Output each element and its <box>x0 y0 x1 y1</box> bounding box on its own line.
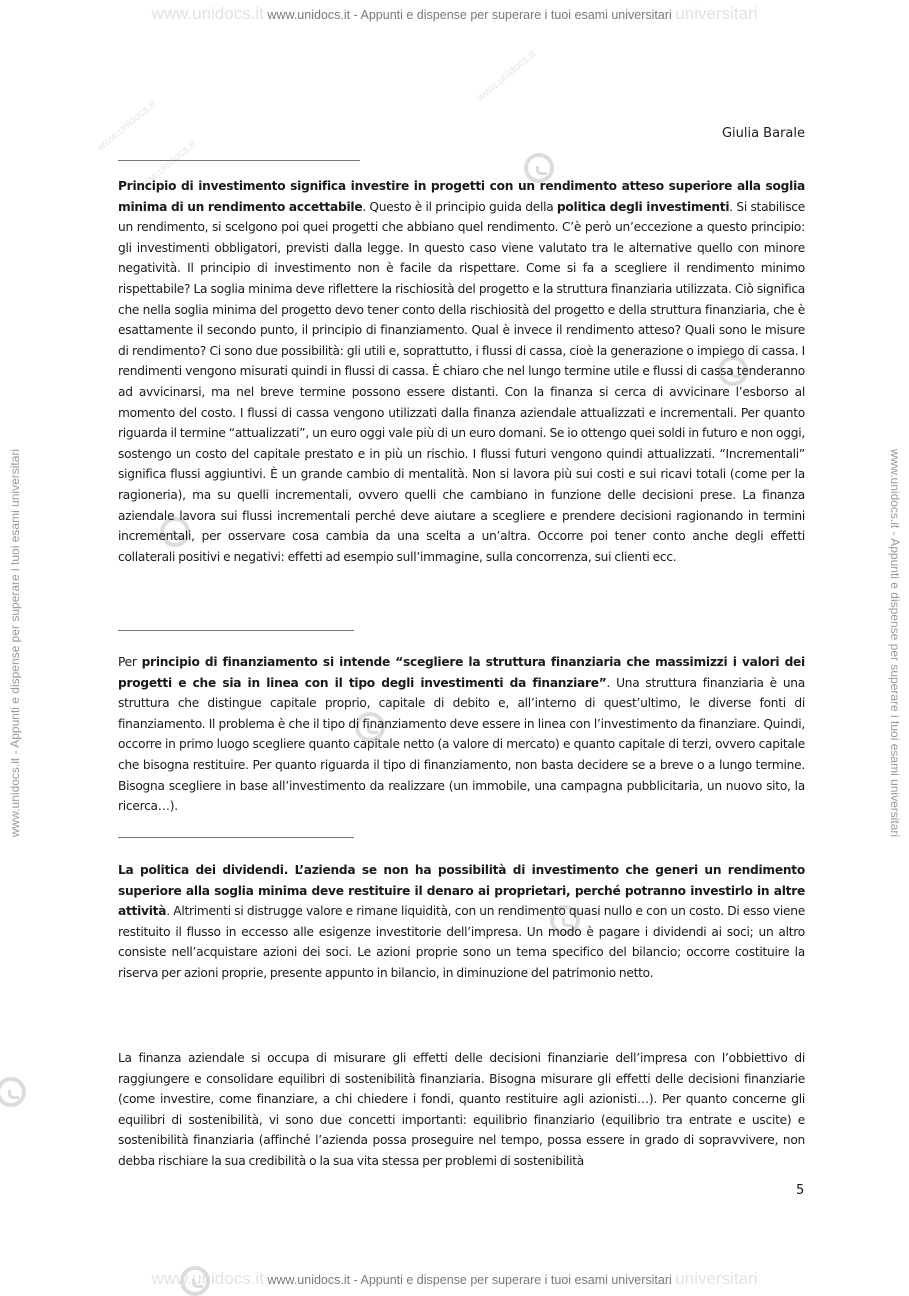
section-divider <box>118 160 360 161</box>
watermark-side-left: www.unidocs.it - Appunti e dispense per superare i tuoi esami universitari <box>8 448 22 838</box>
text-segment: . Si stabilisce un rendimento, si scelgono poi quei progetti che abbiano quel rendimento. C’è però un’eccezione a questo principio: gli investimenti obbligatori, previsti dalla legge. In questo caso viene valutato tra le alternative quello con minore negatività. Il principio di investimento non è facile da rispettare. Come si fa a scegliere il rendimento minimo rispettabile? La soglia minima deve riflettere la rischiosità del progetto e la struttura finanziaria utilizzata. Ciò significa che nella soglia minima del progetto devo tener conto della rischiosità del progetto e della struttura finanziaria, che è esattamente il secondo punto, il principio di finanziamento. Qual è invece il rendimento atteso? Quali sono le misure di rendimento? Ci sono due possibilità: gli utili e, soprattutto, i flussi di cassa, cioè la generazione o impiego di cassa. I rendimenti vengono misurati quindi in flussi di cassa. È chiaro che nel lungo termine utile e flussi di cassa tenderanno ad avvicinarsi, ma nel breve termine possono essere distanti. Con la finanza si cerca di avvicinare l’esborso al momento del costo. I flussi di cassa vengono utilizzati dalla finanza aziendale attualizzati e incrementali. Per quanto riguarda il termine “attualizzati”, un euro oggi vale più di un euro domani. Se io ottengo quei soldi in futuro e non oggi, sostengo un costo del capitale prestato e in più un rischio. I flussi futuri vengono quindi attualizzati. “Incrementali” significa flussi aggiuntivi. È un grande cambio di mentalità. Non si lavora più sui costi e sui ricavi totali (come per la ragioneria), ma su quelli incrementali, ovvero quelli che cambiano in funzione delle decisioni prese. La finanza aziendale lavora sui flussi incrementali perché deve aiutare a scegliere e prendere decisioni ragionando in termini incrementali, per osservare cosa cambia da una scelta a un’altra. Occorre poi tener conto anche degli effetti collaterali positivi e negativi: effetti ad esempio sull’immagine, sulla concorrenza, sui clienti ecc. <box>118 199 805 564</box>
page-number: 5 <box>796 1183 805 1198</box>
watermark-banner-top <box>0 4 909 24</box>
unidocs-logo-icon <box>180 1266 210 1296</box>
bold-text-segment: La politica dei dividendi. L’azienda se non ha possibilità di investimento che generi un rendimento superiore alla soglia minima deve restituire il denaro ai proprietari, perché potranno investirlo in altre attività <box>118 863 805 919</box>
author-name: Giulia Barale <box>721 126 805 141</box>
watermark-ghost-right: universitari <box>675 4 758 23</box>
watermark-diagonal: www.unidocs.it <box>134 138 199 194</box>
unidocs-logo-icon <box>0 1077 26 1107</box>
text-segment: . Questo è il principio guida della <box>362 199 557 214</box>
bold-text-segment: Principio di investimento significa investire in progetti con un rendimento atteso superiore alla soglia minima di un rendimento accettabile <box>118 179 805 214</box>
watermark-diagonal: www.unidocs.it <box>94 98 159 154</box>
watermark-ghost-left: www.unidocs.it <box>151 1269 264 1288</box>
section-divider <box>118 630 354 631</box>
watermark-banner-text: www.unidocs.it - Appunti e dispense per superare i tuoi esami universitari <box>267 1273 672 1287</box>
text-segment: Per <box>118 655 142 669</box>
watermark-ghost-right: universitari <box>675 1269 758 1288</box>
text-segment: . Una struttura finanziaria è una struttura che distingue capitale proprio, capitale di debito e, all’interno di quest’ultimo, le diverse fonti di finanziamento. Il problema è che il tipo di finanziamento deve essere in linea con l’investimento da finanziare. Quindi, occorre in primo luogo scegliere quanto capitale netto (a valore di mercato) e quanto capitale di terzi, ovvero capitale che bisogna restituire. Per quanto riguarda il tipo di finanziamento, non basta decidere se a breve o a lungo termine. Bisogna scegliere in base all’investimento da realizzare (un immobile, una campagna pubblicitaria, un nuovo sito, la ricerca…). <box>118 675 805 814</box>
watermark-ghost-left: www.unidocs.it <box>151 4 264 23</box>
watermark-diagonal: www.unidocs.it <box>474 48 539 104</box>
paragraph-financing-principle <box>118 652 805 817</box>
paragraph-investment-principle <box>118 176 805 567</box>
watermark-side-right: www.unidocs.it - Appunti e dispense per superare i tuoi esami universitari <box>888 448 902 838</box>
section-divider <box>118 837 354 838</box>
paragraph-dividend-policy <box>118 860 805 984</box>
bold-text-segment: politica degli investimenti <box>556 199 730 214</box>
watermark-banner-bottom <box>0 1269 909 1289</box>
text-segment: La finanza aziendale si occupa di misurare gli effetti delle decisioni finanziarie dell’impresa con l’obbiettivo di raggiungere e consolidare equilibri di sostenibilità finanziaria. Bisogna misurare gli effetti delle decisioni finanziarie (come investire, come finanziare, a chi chiedere i fondi, quanto restituire agli azionisti…). Per quanto concerne gli equilibri di sostenibilità, vi sono due concetti importanti: equilibrio finanziario (equilibrio tra entrate e uscite) e sostenibilità finanziaria (affinché l’azienda possa proseguire nel tempo, possa essere in grado di sopravvivere, non debba rischiare la sua credibilità o la sua vita stessa per problemi di sostenibilità <box>118 1051 805 1168</box>
bold-text-segment: principio di finanziamento si intende “scegliere la struttura finanziaria che massimizzi i valori dei progetti e che sia in linea con il tipo degli investimenti da finanziare” <box>118 655 805 690</box>
text-segment: . Altrimenti si distrugge valore e rimane liquidità, con un rendimento quasi nullo e con un costo. Di esso viene restituito il flusso in eccesso alle esigenze investitorie dell’impresa. Un modo è pagare i dividendi ai soci; un altro consiste nell’acquistare azioni dei soci. Le azioni proprie sono un tema specifico del bilancio; occorre costituire la riserva per azioni proprie, presente appunto in bilancio, in diminuzione del patrimonio netto. <box>118 904 805 980</box>
paragraph-corporate-finance <box>118 1048 805 1172</box>
watermark-banner-text: www.unidocs.it - Appunti e dispense per superare i tuoi esami universitari <box>267 8 672 22</box>
